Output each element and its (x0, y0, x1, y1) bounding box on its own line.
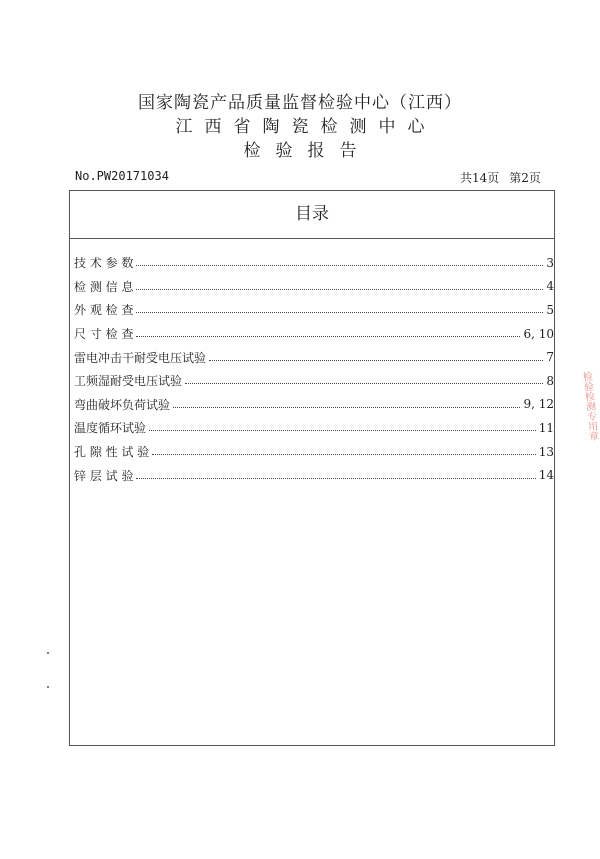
toc-item-page: 14 (538, 468, 554, 483)
leader-dots (152, 454, 535, 455)
toc-item-label: 外 观 检 查 (74, 303, 134, 318)
leader-dots (136, 478, 535, 479)
toc-item-page: 7 (546, 350, 554, 365)
leader-dots (185, 383, 543, 384)
toc-box (69, 190, 555, 746)
total-pages: 共14页 (460, 171, 500, 185)
toc-title: 目录 (70, 191, 554, 239)
toc-item-label: 温度循环试验 (74, 421, 147, 436)
toc-item-label: 工频湿耐受电压试验 (74, 374, 183, 389)
report-number: No.PW20171034 (75, 169, 169, 183)
leader-dots (136, 265, 543, 266)
toc-item-page: 13 (538, 444, 554, 459)
toc-item-page: 3 (546, 255, 554, 270)
report-title: 检验报告 (243, 141, 372, 161)
leader-dots (136, 289, 543, 290)
toc-item-label: 锌 层 试 验 (74, 468, 134, 483)
toc-item-page: 11 (538, 420, 554, 435)
scan-speck (47, 652, 49, 654)
toc-item[interactable] (70, 463, 556, 487)
leader-dots (209, 360, 543, 361)
center-name: 江西省陶瓷检测中心 (175, 117, 437, 137)
toc-item-page: 9, 12 (523, 397, 554, 412)
toc-item[interactable] (70, 416, 556, 440)
toc-item-page: 6, 10 (523, 326, 554, 341)
toc-item[interactable] (70, 369, 556, 393)
toc-item-label: 技 术 参 数 (74, 256, 134, 271)
leader-dots (136, 336, 520, 337)
institution-name: 国家陶瓷产品质量监督检验中心（江西） (138, 93, 462, 113)
page-info (460, 169, 541, 186)
toc-item-label: 孔 隙 性 试 验 (74, 445, 150, 460)
leader-dots (149, 430, 536, 431)
toc-item[interactable] (70, 393, 556, 417)
toc-item-label: 检 测 信 息 (74, 279, 134, 294)
leader-dots (173, 407, 520, 408)
toc-item[interactable] (70, 345, 556, 369)
toc-item[interactable] (70, 298, 556, 322)
toc-item-label: 尺 寸 检 查 (74, 327, 134, 342)
current-page: 第2页 (509, 171, 541, 185)
scan-speck (47, 686, 49, 688)
toc-item-page: 8 (546, 373, 554, 388)
toc-item-label: 雷电冲击干耐受电压试验 (74, 350, 207, 365)
toc-list (70, 251, 556, 487)
toc-item[interactable] (70, 251, 556, 275)
toc-item[interactable] (70, 440, 556, 464)
leader-dots (136, 312, 543, 313)
toc-item[interactable] (70, 322, 556, 346)
seal-stamp: 检验检测专用章 (579, 371, 599, 442)
toc-item-label: 弯曲破坏负荷试验 (74, 397, 171, 412)
toc-item-page: 5 (546, 302, 554, 317)
toc-item-page: 4 (546, 279, 554, 294)
toc-item[interactable] (70, 275, 556, 299)
